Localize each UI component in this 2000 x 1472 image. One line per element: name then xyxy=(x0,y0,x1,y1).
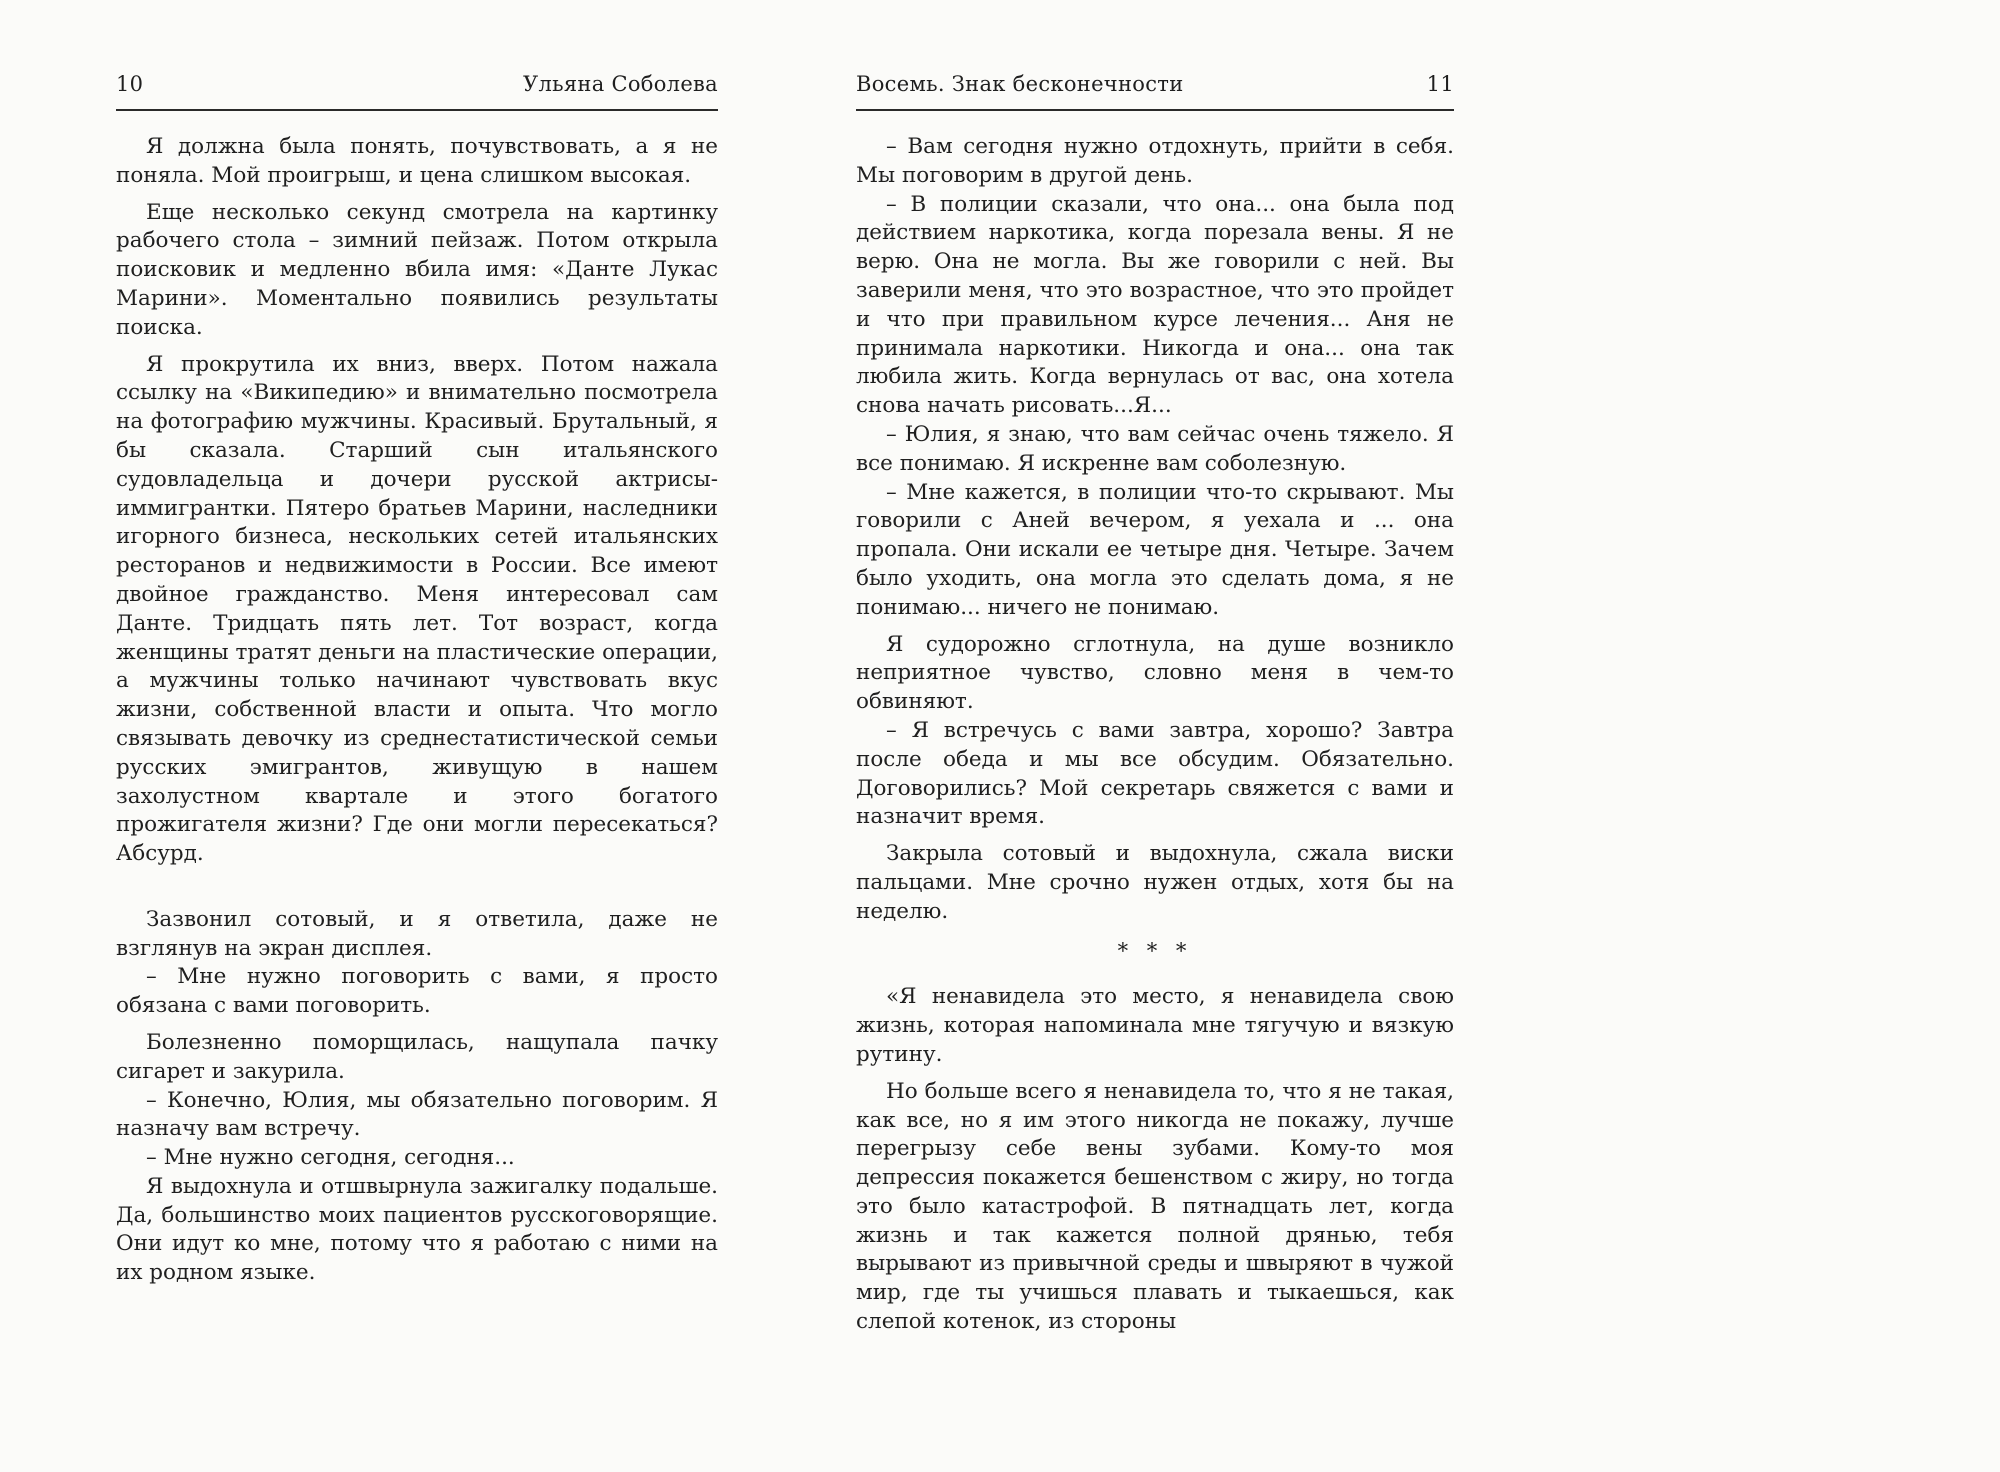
paragraph: – Мне нужно поговорить с вами, я просто обязана с вами поговорить. xyxy=(116,964,718,1019)
paragraph: – Юлия, я знаю, что вам сейчас очень тяжело. Я все понимаю. Я искренне вам соболезную. xyxy=(856,421,1454,476)
right-page-text xyxy=(856,133,1454,1337)
paragraph: «Я ненавидела это место, я ненавидела свою жизнь, которая напоминала мне тягучую и вязкую рутину. xyxy=(856,984,1454,1067)
right-running-title: Восемь. Знак бесконечности xyxy=(856,72,1184,96)
right-page-number: 11 xyxy=(1426,72,1454,96)
left-header-rule xyxy=(116,109,718,111)
paragraph: Я должна была понять, почувствовать, а я не поняла. Мой проигрыш, и цена слишком высокая. xyxy=(116,134,718,188)
paragraph: – Мне кажется, в полиции что-то скрывают. Мы говорили с Аней вечером, я уехала и ... она пропала. Они искали ее четыре дня. Четыре. Зачем было уходить, она могла это сделать дома, я не понимаю... ничего не понимаю. xyxy=(856,479,1454,620)
paragraph: – Мне нужно сегодня, сегодня... xyxy=(146,1145,515,1171)
paragraph: Я судорожно сглотнула, на душе возникло неприятное чувство, словно меня в чем-то обвиняют. xyxy=(856,631,1454,715)
paragraph: Зазвонил сотовый, и я ответила, даже не взглянув на экран дисплея. xyxy=(116,906,718,961)
left-running-title: Ульяна Соболева xyxy=(523,72,718,96)
paragraph: Закрыла сотовый и выдохнула, сжала виски пальцами. Мне срочно нужен отдых, хотя бы на неделю. xyxy=(856,841,1454,924)
paragraph: Но больше всего я ненавидела то, что я не такая, как все, но я им этого никогда не покажу, лучше перегрызу себе вены зубами. Кому-то моя депрессия покажется бешенством с жиру, но тогда это было катастрофой. В пятнадцать лет, когда жизнь и так кажется полной дрянью, тебя вырывают из привычной среды и швыряют в чужой мир, где ты учишься плавать и тыкаешься, как слепой котенок, из стороны xyxy=(856,1078,1454,1335)
paragraph: Я прокрутила их вниз, вверх. Потом нажала ссылку на «Википедию» и внимательно посмотрела на фотографию мужчины. Красивый. Брутальный, я бы сказала. Старший сын итальянского судовладельца и дочери русской актрисы-иммигрантки. Пятеро братьев Марини, наследники игорного бизнеса, нескольких сетей итальянских ресторанов и недвижимости в России. Все имеют двойное гражданство. Меня интересовал сам Данте. Тридцать пять лет. Тот возраст, когда женщины тратят деньги на пластические операции, а мужчины только начинают чувствовать вкус жизни, собственной власти и опыта. Что могло связывать девочку из среднестатистической семьи русских эмигрантов, живущую в нашем захолустном квартале и этого богатого прожигателя жизни? Где они могли пересекаться? Абсурд. xyxy=(116,351,718,867)
left-page-number: 10 xyxy=(116,72,144,96)
paragraph: Еще несколько секунд смотрела на картинку рабочего стола – зимний пейзаж. Потом открыла поисковик и медленно вбила имя: «Данте Лукас Марини». Моментально появились результаты поиска. xyxy=(116,199,718,340)
paragraph: – Конечно, Юлия, мы обязательно поговорим. Я назначу вам встречу. xyxy=(116,1087,718,1142)
left-page-text xyxy=(116,133,718,1288)
paragraph: Болезненно поморщилась, нащупала пачку сигарет и закурила. xyxy=(116,1029,718,1084)
blank-line xyxy=(116,869,718,898)
paragraph: Я выдохнула и отшвырнула зажигалку подальше. Да, большинство моих пациентов русскоговорящие. Они идут ко мне, потому что я работаю с ними на их родном языке. xyxy=(116,1173,718,1286)
right-running-head xyxy=(856,72,1454,102)
right-header-rule xyxy=(856,109,1454,111)
paragraph: – В полиции сказали, что она... она была под действием наркотика, когда порезала вены. Я не верю. Она не могла. Вы же говорили с ней. Вы заверили меня, что это возрастное, что это пройдет и что при правильном курсе лечения... Аня не принимала наркотики. Никогда и она... она так любила жить. Когда вернулась от вас, она хотела снова начать рисовать...Я... xyxy=(856,191,1454,419)
paragraph: – Я встречусь с вами завтра, хорошо? Завтра после обеда и мы все обсудим. Обязательно. Договорились? Мой секретарь свяжется с вами и назначит время. xyxy=(856,717,1454,830)
section-break: * * * xyxy=(1117,938,1193,963)
left-running-head xyxy=(116,72,718,102)
paragraph: – Вам сегодня нужно отдохнуть, прийти в себя. Мы поговорим в другой день. xyxy=(856,134,1454,188)
